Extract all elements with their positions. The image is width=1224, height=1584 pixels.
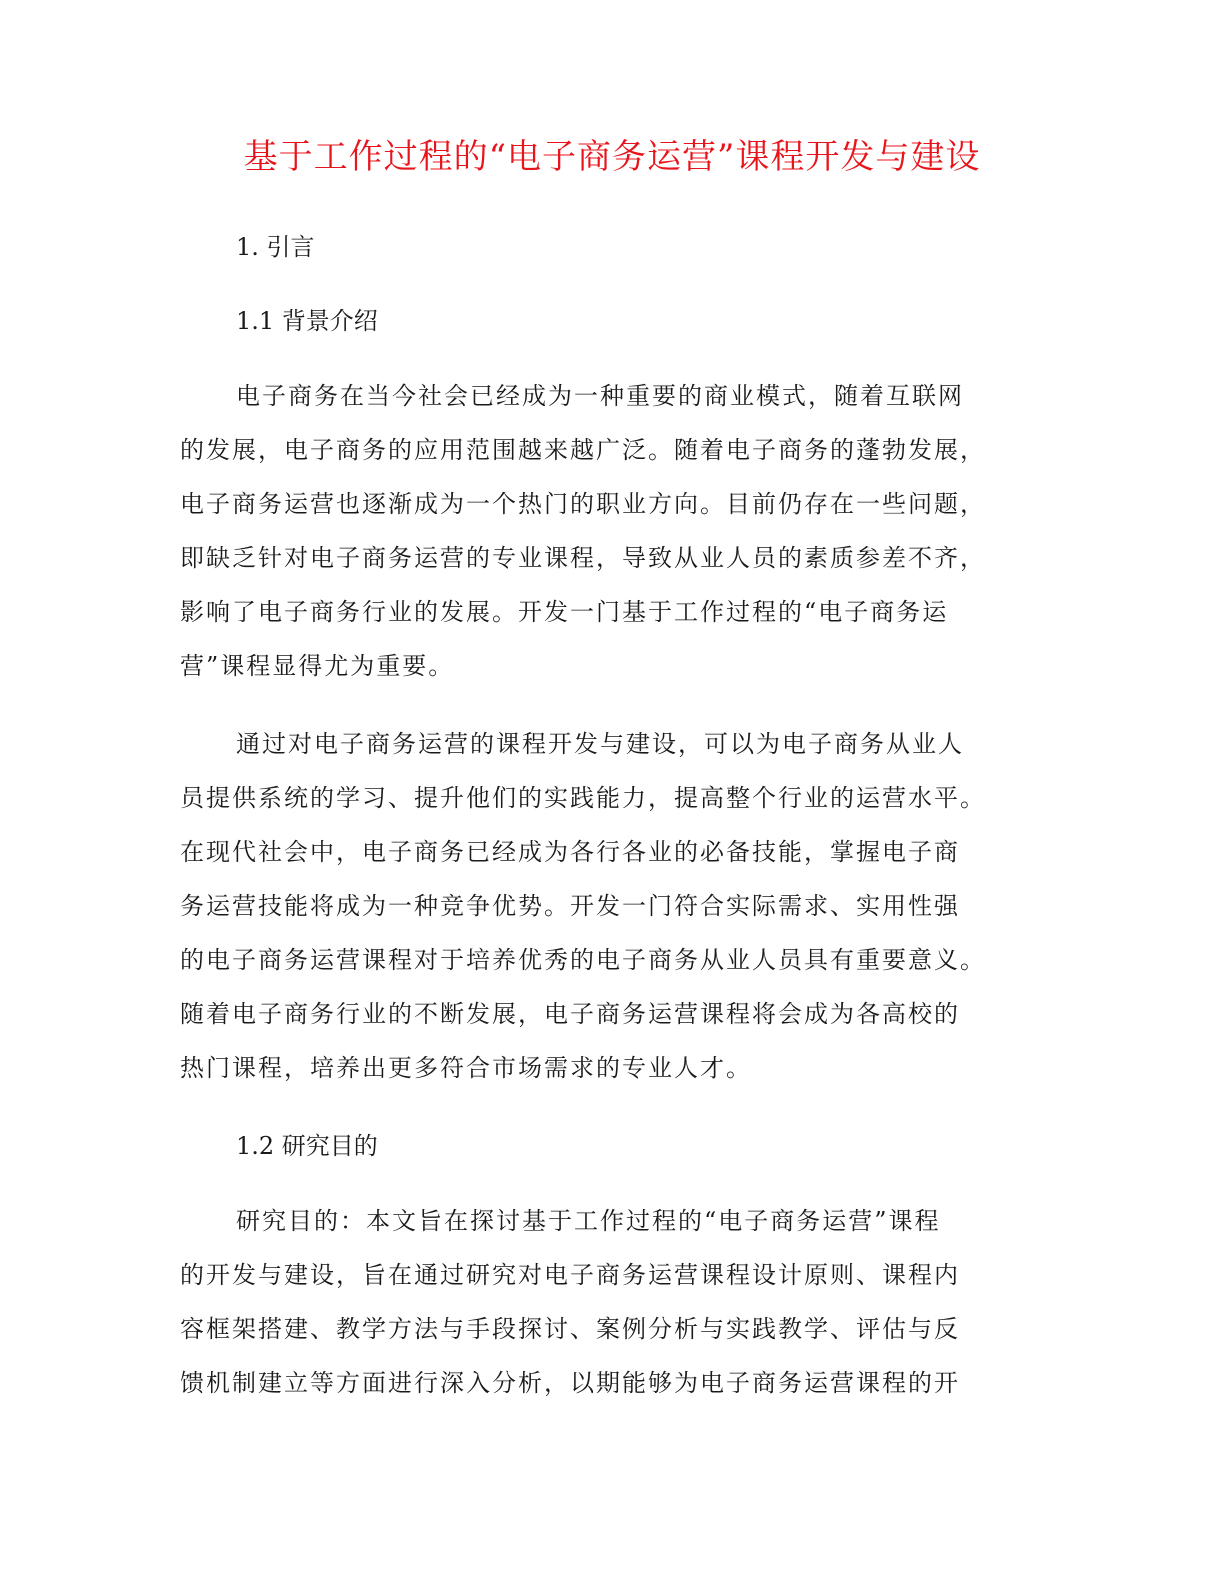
paragraph-line: 的开发与建设，旨在通过研究对电子商务运营课程设计原则、课程内 <box>180 1261 960 1289</box>
paragraph-line: 热门课程，培养出更多符合市场需求的专业人才。 <box>180 1054 752 1082</box>
paragraph-line: 营”课程显得尤为重要。 <box>180 652 455 680</box>
paragraph-line: 的发展，电子商务的应用范围越来越广泛。随着电子商务的蓬勃发展， <box>180 436 986 464</box>
paragraph-line: 研究目的：本文旨在探讨基于工作过程的“电子商务运营”课程 <box>236 1207 941 1235</box>
paragraph-line: 务运营技能将成为一种竞争优势。开发一门符合实际需求、实用性强 <box>180 892 960 920</box>
paragraph-line: 通过对电子商务运营的课程开发与建设，可以为电子商务从业人 <box>236 730 964 758</box>
paragraph-line: 电子商务在当今社会已经成为一种重要的商业模式，随着互联网 <box>236 382 964 410</box>
paragraph-line: 电子商务运营也逐渐成为一个热门的职业方向。目前仍存在一些问题， <box>180 490 986 518</box>
paragraph-line: 影响了电子商务行业的发展。开发一门基于工作过程的“电子商务运 <box>180 598 949 626</box>
paragraph-line: 即缺乏针对电子商务运营的专业课程，导致从业人员的素质参差不齐， <box>180 544 986 572</box>
paragraph-line: 馈机制建立等方面进行深入分析，以期能够为电子商务运营课程的开 <box>180 1369 960 1397</box>
paragraph-line: 在现代社会中，电子商务已经成为各行各业的必备技能，掌握电子商 <box>180 838 960 866</box>
paragraph-line: 的电子商务运营课程对于培养优秀的电子商务从业人员具有重要意义。 <box>180 946 986 974</box>
paragraph-course-significance <box>180 717 1060 1095</box>
section-heading-introduction: 1. 引言 <box>236 233 315 261</box>
paragraph-research-purpose <box>180 1194 1060 1410</box>
section-heading-research-purpose: 1.2 研究目的 <box>236 1132 378 1160</box>
section-heading-background: 1.1 背景介绍 <box>236 307 378 335</box>
paragraph-line: 员提供系统的学习、提升他们的实践能力，提高整个行业的运营水平。 <box>180 784 986 812</box>
paragraph-line: 随着电子商务行业的不断发展，电子商务运营课程将会成为各高校的 <box>180 1000 960 1028</box>
paragraph-line: 容框架搭建、教学方法与手段探讨、案例分析与实践教学、评估与反 <box>180 1315 960 1343</box>
document-title: 基于工作过程的“电子商务运营”课程开发与建设 <box>243 137 981 177</box>
paragraph-background <box>180 369 1060 693</box>
